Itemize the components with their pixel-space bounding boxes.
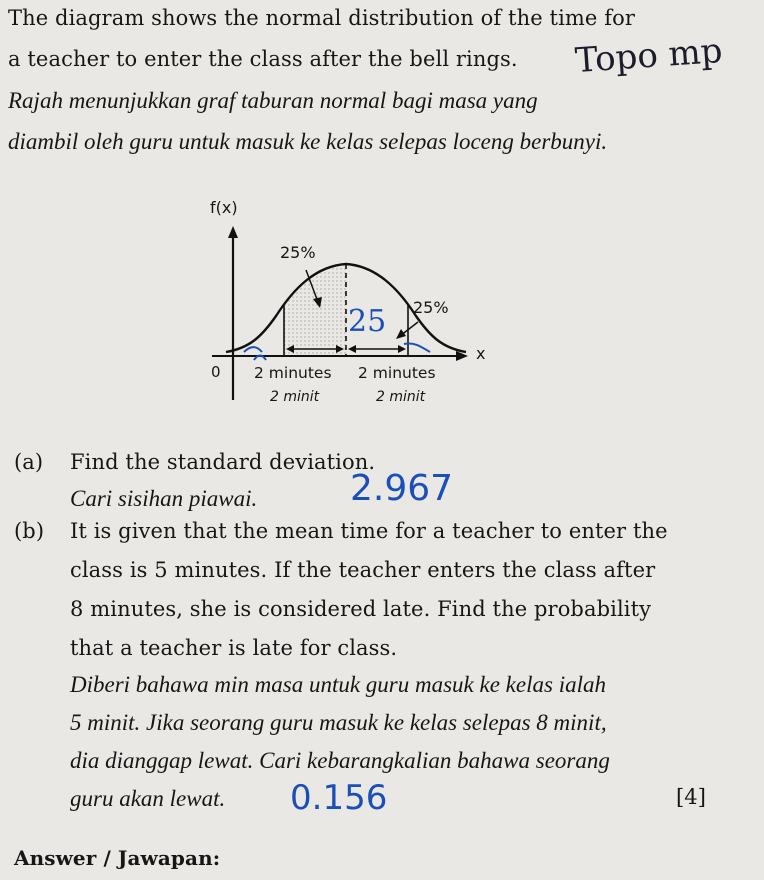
shaded-region — [284, 265, 346, 356]
right-percent-label: 25% — [413, 298, 449, 317]
pen-mark-left-tail — [244, 347, 266, 360]
right-interval-label: 2 minutes — [358, 364, 436, 382]
part-b-marks: [4] — [676, 785, 707, 809]
part-a-question-english: Find the standard deviation. — [70, 450, 376, 474]
part-b-malay-line-2: 5 minit. Jika seorang guru masuk ke kelas selepas 8 minit, — [70, 710, 607, 735]
part-b-malay-line-4: guru akan lewat. — [70, 786, 226, 811]
intro-english-line-1: The diagram shows the normal distribution of the time for — [8, 6, 635, 30]
right-interval-malay-label: 2 minit — [376, 389, 426, 405]
part-b-english-line-4: that a teacher is late for class. — [70, 636, 398, 660]
part-b-english-line-2: class is 5 minutes. If the teacher enters the class after — [70, 558, 656, 582]
y-axis-arrowhead — [228, 226, 238, 238]
diagram-handwritten-note: 25 — [348, 304, 387, 339]
origin-label: 0 — [211, 363, 221, 381]
part-b-malay-line-3: dia dianggap lewat. Cari kebarangkalian bahawa seorang — [70, 748, 610, 773]
intro-malay-line-2: diambil oleh guru untuk masuk ke kelas selepas loceng berbunyi. — [8, 129, 608, 154]
left-percent-label: 25% — [280, 243, 316, 262]
x-axis-label: x — [476, 344, 486, 363]
left-interval-malay-label: 2 minit — [270, 389, 320, 405]
part-b-english-line-1: It is given that the mean time for a teacher to enter the — [70, 519, 668, 543]
margin-scribble: Topo mp — [573, 30, 724, 82]
part-b-label: (b) — [14, 519, 45, 543]
y-axis-label: f(x) — [210, 198, 238, 217]
x-axis-arrowhead — [456, 351, 468, 361]
part-b-malay-line-1: Diberi bahawa min masa untuk guru masuk ke kelas ialah — [70, 672, 606, 697]
part-a-handwritten-answer: 2.967 — [350, 468, 454, 509]
part-a-label: (a) — [14, 450, 44, 474]
part-b-english-line-3: 8 minutes, she is considered late. Find the probability — [70, 597, 652, 621]
answer-label: Answer / Jawapan: — [14, 846, 221, 870]
part-a-question-malay: Cari sisihan piawai. — [70, 486, 258, 511]
part-b-handwritten-answer: 0.156 — [290, 778, 388, 818]
left-interval-label: 2 minutes — [254, 364, 332, 382]
intro-malay-line-1: Rajah menunjukkan graf taburan normal bagi masa yang — [8, 88, 538, 113]
intro-english-line-2: a teacher to enter the class after the bell rings. — [8, 47, 518, 71]
